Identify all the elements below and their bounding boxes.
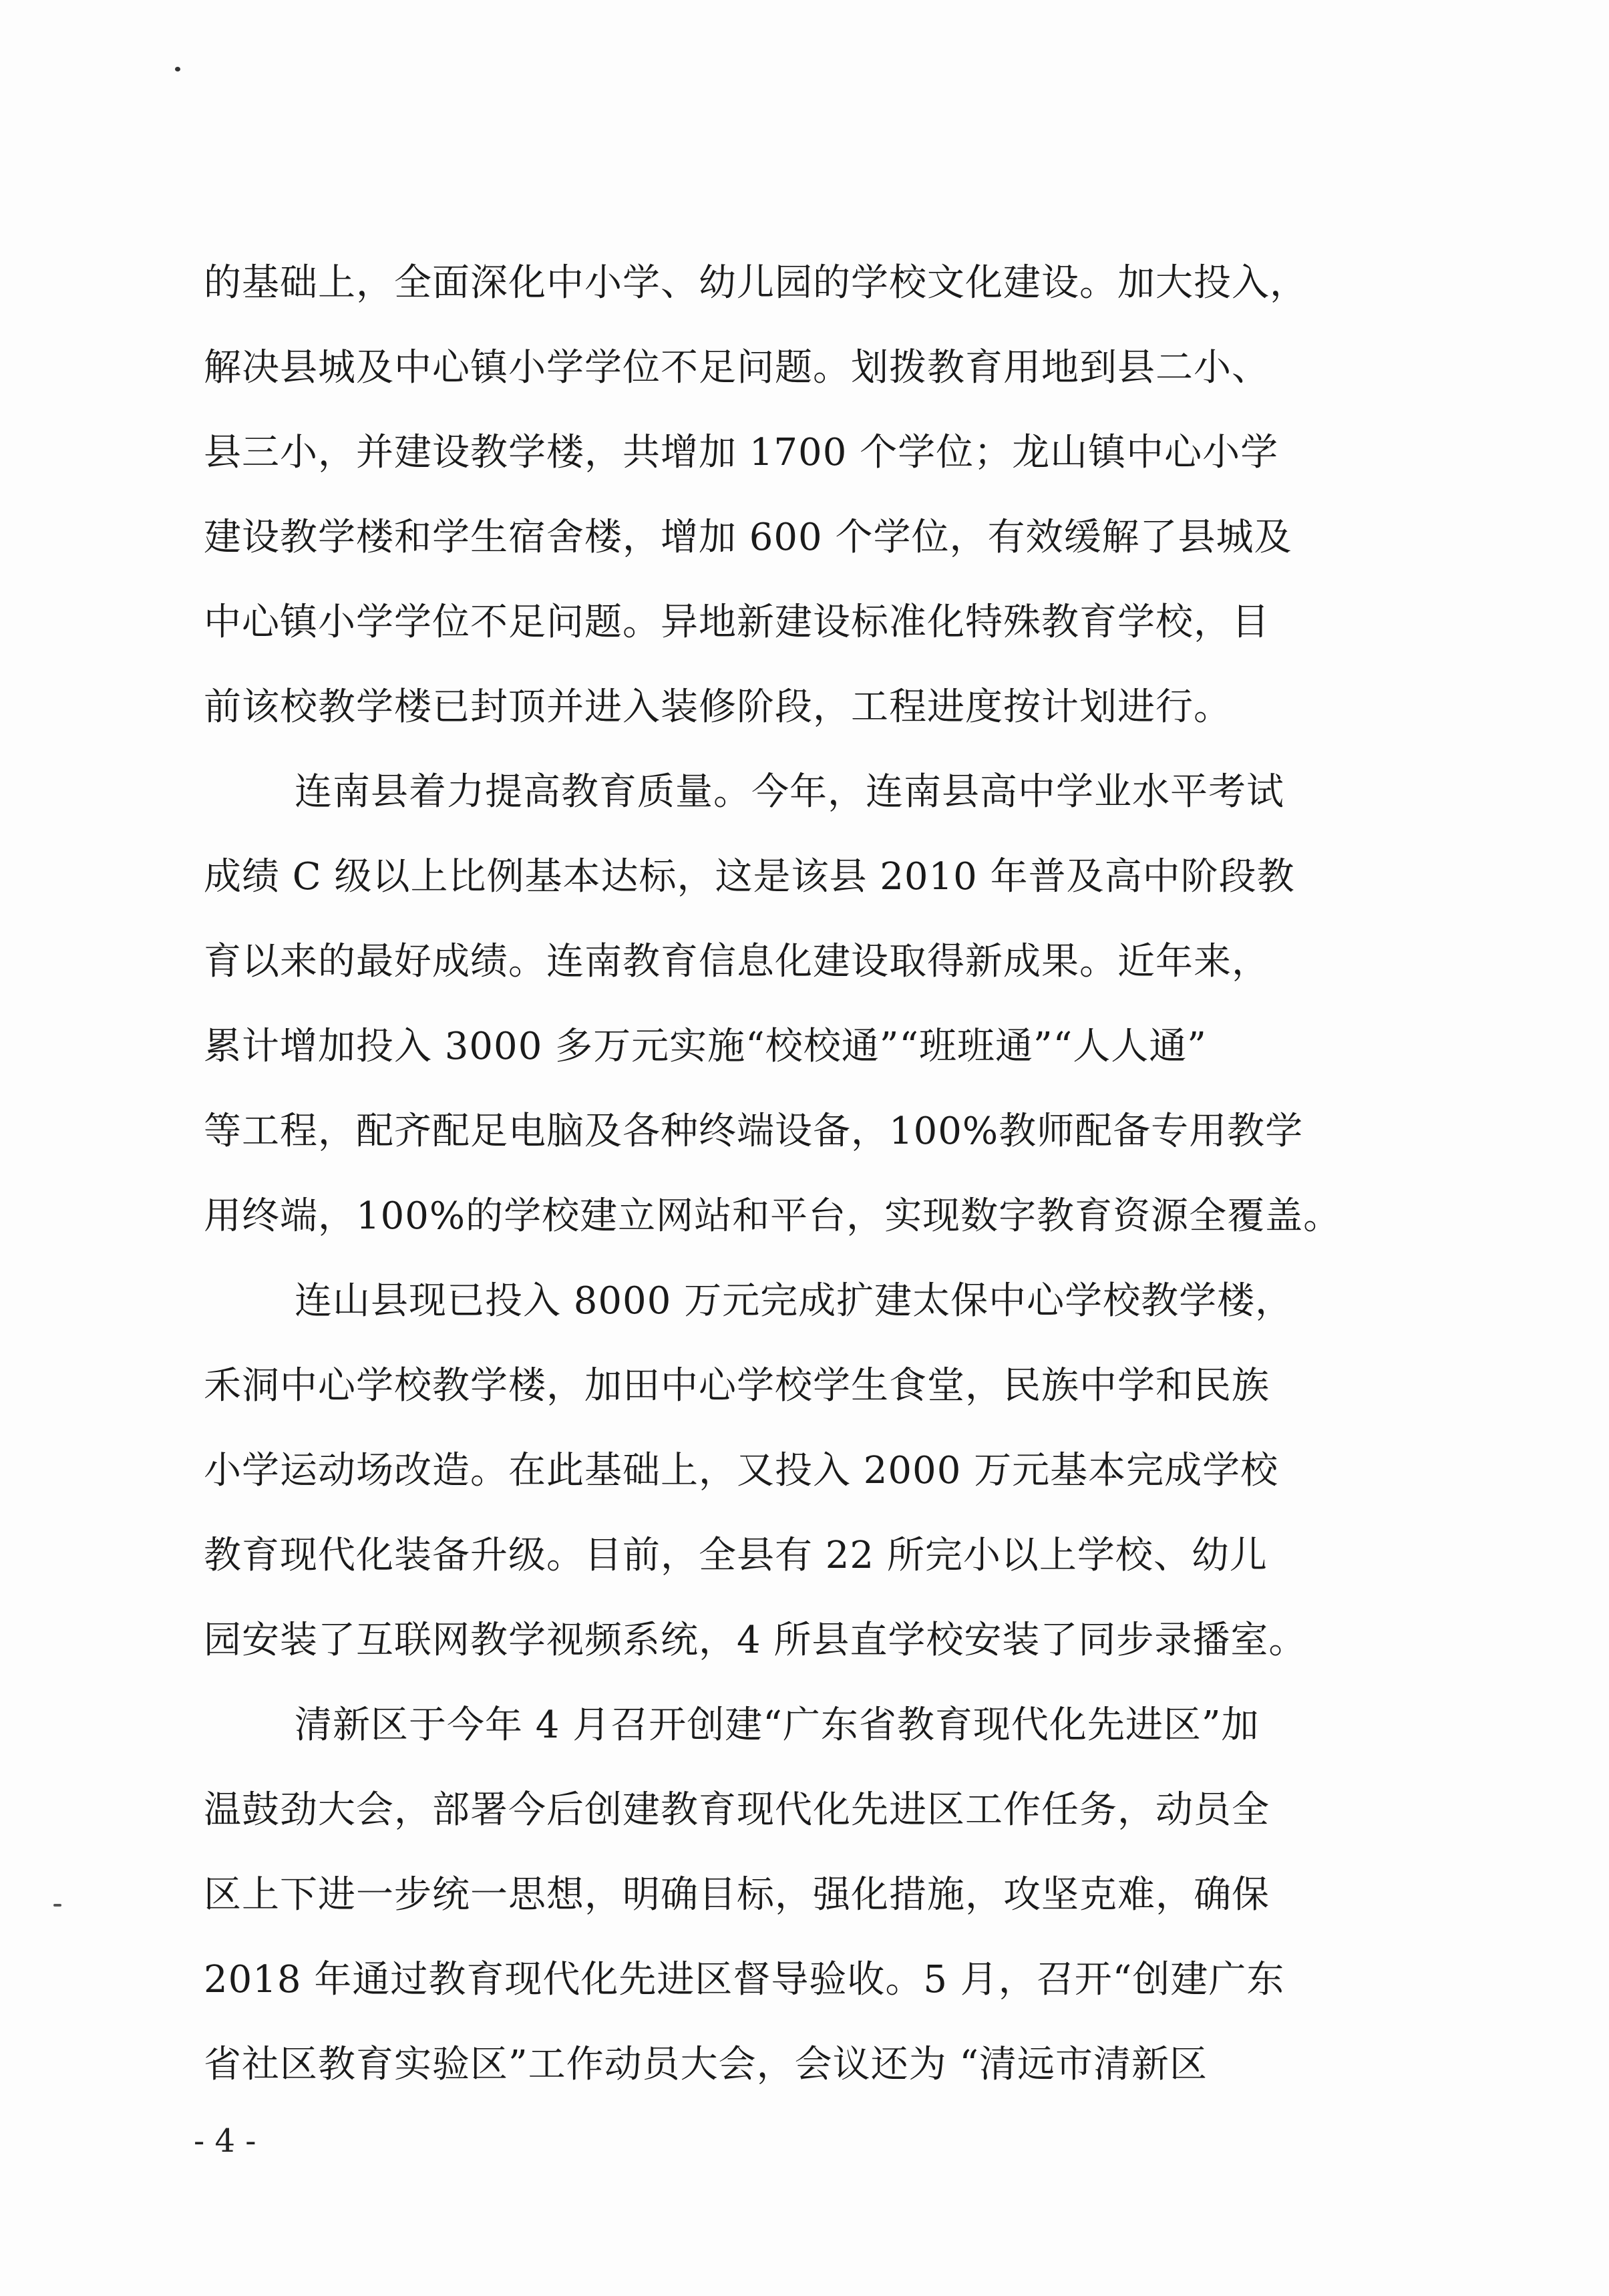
text-line: 区上下进一步统一思想，明确目标，强化措施，攻坚克难，确保 — [204, 1873, 1270, 1917]
scan-artifact-mark — [53, 1904, 61, 1907]
scan-artifact-dot — [175, 67, 180, 71]
text-line: 小学运动场改造。在此基础上，又投入 2000 万元基本完成学校 — [204, 1449, 1279, 1492]
text-line: 用终端，100%的学校建立网站和平台，实现数字教育资源全覆盖。 — [204, 1194, 1342, 1238]
text-line: 育以来的最好成绩。连南教育信息化建设取得新成果。近年来， — [204, 940, 1270, 983]
body-text — [204, 240, 1429, 2107]
text-line: 禾洞中心学校教学楼，加田中心学校学生食堂，民族中学和民族 — [204, 1364, 1270, 1408]
text-line: 的基础上，全面深化中小学、幼儿园的学校文化建设。加大投入， — [204, 261, 1308, 305]
text-line: 教育现代化装备升级。目前，全县有 22 所完小以上学校、幼儿 — [204, 1534, 1268, 1577]
text-line: 成绩 C 级以上比例基本达标，这是该县 2010 年普及高中阶段教 — [204, 855, 1295, 898]
text-line: 温鼓劲大会，部署今后创建教育现代化先进区工作任务，动员全 — [204, 1788, 1270, 1832]
paragraph-start-line: 连南县着力提高教育质量。今年，连南县高中学业水平考试 — [295, 770, 1284, 814]
text-line: 前该校教学楼已封顶并进入装修阶段，工程进度按计划进行。 — [204, 685, 1232, 729]
text-line: 建设教学楼和学生宿舍楼，增加 600 个学位，有效缓解了县城及 — [204, 516, 1292, 559]
text-line: 中心镇小学学位不足问题。异地新建设标准化特殊教育学校，目 — [204, 601, 1270, 644]
text-line: 累计增加投入 3000 多万元实施“校校通”“班班通”“人人通” — [204, 1025, 1207, 1068]
text-line: 2018 年通过教育现代化先进区督导验收。5 月，召开“创建广东 — [204, 1958, 1285, 2001]
text-line: 园安装了互联网教学视频系统，4 所县直学校安装了同步录播室。 — [204, 1619, 1307, 1662]
text-line: 省社区教育实验区”工作动员大会，会议还为 “清远市清新区 — [204, 2043, 1208, 2086]
text-line: 解决县城及中心镇小学学位不足问题。划拨教育用地到县二小、 — [204, 346, 1270, 389]
paragraph-start-line: 连山县现已投入 8000 万元完成扩建太保中心学校教学楼， — [295, 1279, 1294, 1323]
text-line: 县三小，并建设教学楼，共增加 1700 个学位；龙山镇中心小学 — [204, 431, 1279, 474]
paragraph-start-line: 清新区于今年 4 月召开创建“广东省教育现代化先进区”加 — [295, 1703, 1260, 1747]
text-line: 等工程，配齐配足电脑及各种终端设备，100%教师配备专用教学 — [204, 1110, 1304, 1153]
page-number: - 4 - — [194, 2122, 256, 2160]
